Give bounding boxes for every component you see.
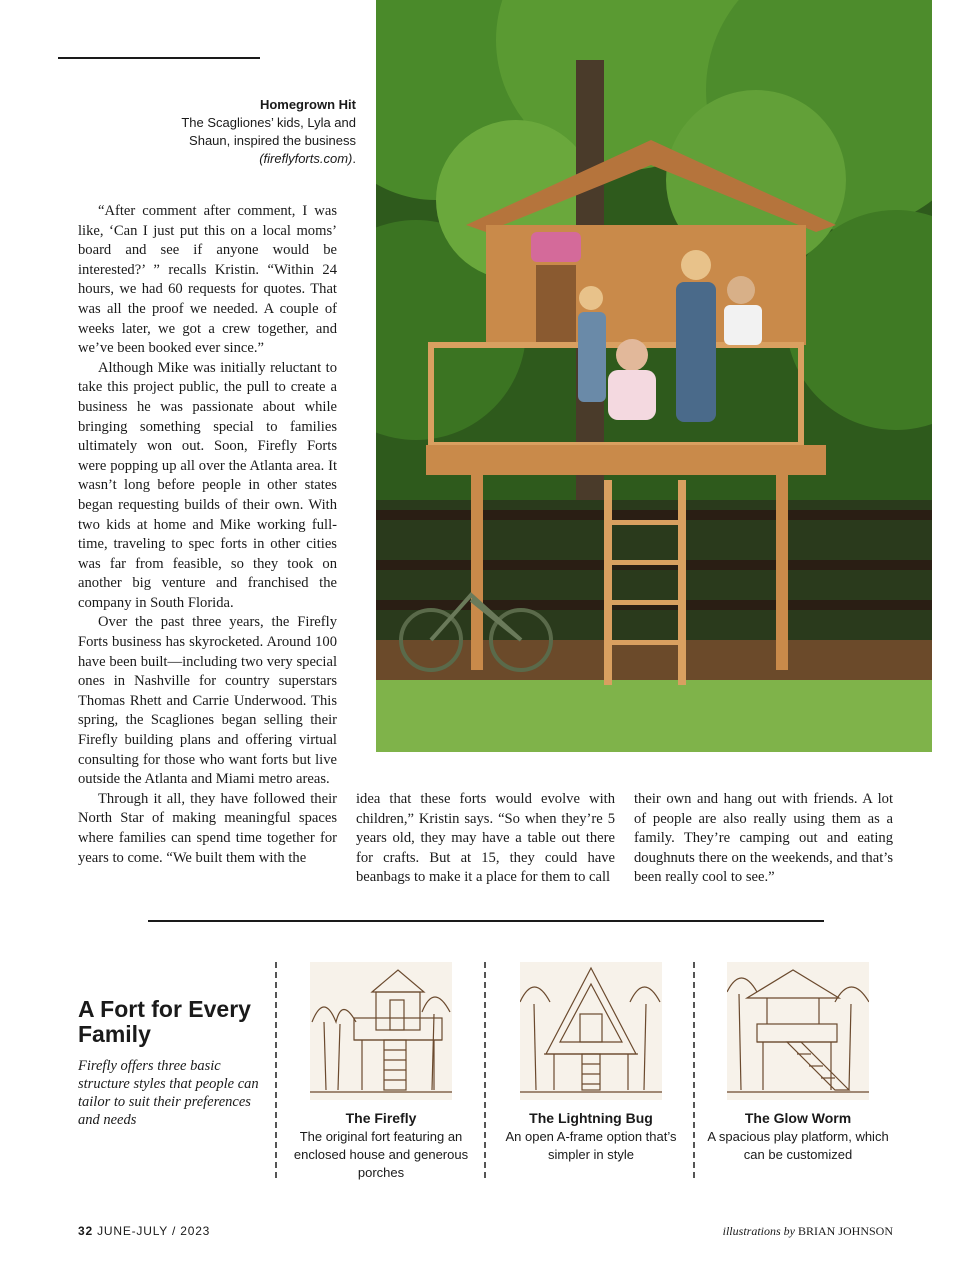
- sidebar-subtitle: Firefly offers three basic structure styles that people can tailor to suit their preferences and needs: [78, 1058, 259, 1128]
- dashed-divider: [693, 962, 695, 1178]
- article-paragraph: idea that these forts would evolve with children,” Kristin says. “So when they’re 5 years old, they may have a table out there for crafts. But at 15, they could have beanbags to make it a place for them to call: [356, 791, 615, 886]
- caption-end: .: [352, 151, 356, 166]
- lightning-bug-fort-illustration: [520, 962, 662, 1100]
- page-footer-left: [78, 1224, 210, 1238]
- fort-sketch-icon: [727, 962, 869, 1100]
- fort-name: The Glow Worm: [744, 1110, 852, 1126]
- caption-title: Homegrown Hit: [259, 97, 356, 112]
- hero-photo: [376, 0, 932, 752]
- section-divider: [148, 920, 824, 922]
- article-paragraph: Through it all, they have followed their North Star of making meaningful spaces where families can spend time together for years to come. “We built them with the: [78, 790, 337, 866]
- article-column-1: [78, 202, 337, 868]
- credit-prefix: illustrations by: [722, 1224, 795, 1238]
- article-paragraph: Over the past three years, the Firefly Forts business has skyrocketed. Around 100 have been built—including two very special ones in Nashville for country superstars Thomas Rhett and Carrie Underwood. This spring, the Scagliones began selling their Firefly building plans and offering virtual consulting for those who want forts but live outside the Atlanta and Miami metro areas.: [78, 614, 337, 788]
- fort-description: The original fort featuring an enclosed house and generous porches: [293, 1129, 469, 1180]
- caption-text: The Scagliones’ kids, Lyla and Shaun, inspired the business: [181, 115, 356, 148]
- illustration-credit: [723, 1224, 893, 1239]
- glow-worm-fort-illustration: [727, 962, 869, 1100]
- article-paragraph: “After comment after comment, I was like, ‘Can I just put this on a local moms’ board and see if anyone would be interested?’ ” recalls Kristin. “Within 24 hours, we had 60 requests for quotes. That was all the proof we needed. A couple of weeks later, we got a crew together, and we’ve been booked ever since.”: [78, 203, 337, 357]
- fort-name: The Lightning Bug: [529, 1110, 653, 1126]
- credit-name: BRIAN JOHNSON: [797, 1224, 893, 1238]
- sidebar-title: A Fort for Every Family: [78, 996, 251, 1047]
- fort-description: An open A-frame option that’s simpler in style: [505, 1129, 677, 1162]
- fort-sketch-icon: [520, 962, 662, 1100]
- fort-description: A spacious play platform, which can be customized: [707, 1129, 889, 1162]
- article-column-3: [634, 790, 893, 888]
- dashed-divider: [275, 962, 277, 1178]
- article-column-2: [356, 790, 615, 888]
- photo-caption: [150, 96, 356, 168]
- article-paragraph: Although Mike was initially reluctant to take this project public, the pull to create a business he was passionate about while bringing something special to families ultimately won out. Soon, Firefly Forts were popping up all over the Atlanta area. It wasn’t long before people in other states began requesting builds of their own. With two kids at home and Mike working full-time, traveling to spec forts in other cities was far from feasible, so they took on another big venture and franchised the company in South Florida.: [78, 359, 337, 611]
- treehouse-photo-illustration: [376, 0, 932, 752]
- article-paragraph: their own and hang out with friends. A lot of people are also really using them as a family. They’re camping out and eating doughnuts there on the weekends, and that’s been really cool to see.”: [634, 791, 893, 886]
- dashed-divider: [484, 962, 486, 1178]
- top-rule: [58, 57, 260, 59]
- fort-name: The Firefly: [345, 1110, 417, 1126]
- caption-url: (fireflyforts.com): [259, 151, 353, 166]
- fort-sketch-icon: [310, 962, 452, 1100]
- issue-date: JUNE-JULY / 2023: [97, 1224, 211, 1238]
- page-number: 32: [78, 1224, 93, 1238]
- firefly-fort-illustration: [310, 962, 452, 1100]
